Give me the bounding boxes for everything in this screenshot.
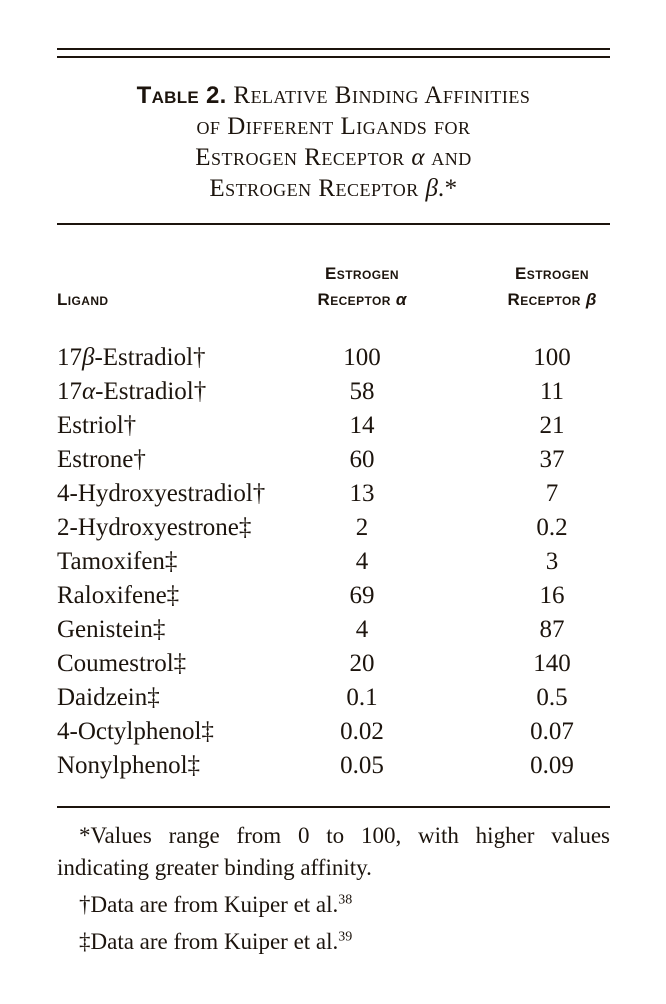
table-row — [57, 443, 610, 477]
footnote-text: †Data are from Kuiper et al. — [79, 892, 339, 917]
table-row — [57, 613, 610, 647]
ligand-name: 4-Hydroxyestradiol† — [57, 480, 266, 507]
footnote-text: ‡Data are from Kuiper et al. — [79, 929, 339, 954]
table-body — [57, 341, 610, 783]
receptor-alpha-value: 0.05 — [340, 752, 384, 779]
reference-superscript: 38 — [338, 892, 353, 908]
column-header-receptor-alpha: Estrogen Receptor α — [317, 264, 407, 309]
receptor-alpha-value: 20 — [349, 650, 375, 677]
title-line-1-text: Relative Binding Affinities — [233, 82, 531, 109]
table-bottom-rule — [57, 806, 610, 808]
title-line-3: Estrogen Receptor α and — [195, 144, 472, 171]
alpha-symbol: α — [395, 290, 407, 309]
top-double-rule — [57, 48, 610, 58]
table-row — [57, 681, 610, 715]
table-row — [57, 477, 610, 511]
footnote-text: *Values range from 0 to 100, with higher values indicating greater binding affinity. — [57, 823, 610, 880]
table-row — [57, 375, 610, 409]
table-row — [57, 749, 610, 783]
ligand-name: Nonylphenol‡ — [57, 752, 201, 779]
table-row — [57, 579, 610, 613]
header-top-rule — [57, 223, 610, 225]
title-line-1 — [57, 80, 610, 111]
receptor-beta-value: 0.09 — [530, 752, 574, 779]
receptor-beta-value: 7 — [545, 480, 559, 507]
ligand-name: Tamoxifen‡ — [57, 548, 178, 575]
receptor-alpha-value: 13 — [349, 480, 375, 507]
receptor-beta-value: 11 — [539, 378, 565, 405]
table-row — [57, 647, 610, 681]
table-title — [57, 80, 610, 204]
table-row — [57, 545, 610, 579]
receptor-alpha-value: 4 — [355, 548, 369, 575]
ligand-name: Genistein‡ — [57, 616, 166, 643]
receptor-beta-value: 16 — [539, 582, 565, 609]
ligand-name: 4-Octylphenol‡ — [57, 718, 214, 745]
footnotes — [57, 820, 610, 963]
table-number-label: Table 2. — [136, 82, 227, 109]
receptor-beta-value: 87 — [539, 616, 565, 643]
column-header-ligand: Ligand — [57, 290, 109, 309]
beta-symbol: β — [585, 290, 597, 309]
table-column-headers — [57, 256, 610, 316]
receptor-alpha-value: 0.1 — [346, 684, 378, 711]
receptor-alpha-value: 60 — [349, 446, 375, 473]
ligand-name: Estrone† — [57, 446, 146, 473]
ligand-name: 2-Hydroxyestrone‡ — [57, 514, 252, 541]
ligand-name: Daidzein‡ — [57, 684, 160, 711]
receptor-beta-value: 100 — [533, 344, 571, 371]
receptor-alpha-value: 0.02 — [340, 718, 384, 745]
alpha-symbol: α — [411, 144, 425, 171]
receptor-alpha-value: 100 — [343, 344, 381, 371]
receptor-beta-value: 0.2 — [536, 514, 568, 541]
title-line-2: of Different Ligands for — [196, 113, 471, 140]
title-line-4: Estrogen Receptor β.* — [209, 175, 458, 202]
footnote — [57, 889, 610, 921]
ligand-name: 17α-Estradiol† — [57, 378, 207, 405]
receptor-alpha-value: 4 — [355, 616, 369, 643]
receptor-beta-value: 21 — [539, 412, 565, 439]
footnote — [57, 820, 610, 884]
column-header-receptor-beta: Estrogen Receptor β — [507, 264, 597, 309]
ligand-name: Estriol† — [57, 412, 137, 439]
receptor-beta-value: 0.07 — [530, 718, 574, 745]
receptor-alpha-value: 69 — [349, 582, 375, 609]
reference-superscript: 39 — [338, 929, 353, 945]
table-row — [57, 341, 610, 375]
table-row — [57, 715, 610, 749]
beta-symbol: β — [425, 175, 438, 202]
table-row — [57, 511, 610, 545]
receptor-beta-value: 140 — [533, 650, 571, 677]
receptor-alpha-value: 58 — [349, 378, 375, 405]
ligand-name: Coumestrol‡ — [57, 650, 187, 677]
receptor-alpha-value: 14 — [349, 412, 375, 439]
receptor-beta-value: 0.5 — [536, 684, 568, 711]
ligand-name: Raloxifene‡ — [57, 582, 180, 609]
receptor-alpha-value: 2 — [355, 514, 369, 541]
receptor-beta-value: 37 — [539, 446, 565, 473]
ligand-name: 17β-Estradiol† — [57, 344, 206, 371]
table-row — [57, 409, 610, 443]
footnote — [57, 926, 610, 958]
receptor-beta-value: 3 — [545, 548, 559, 575]
